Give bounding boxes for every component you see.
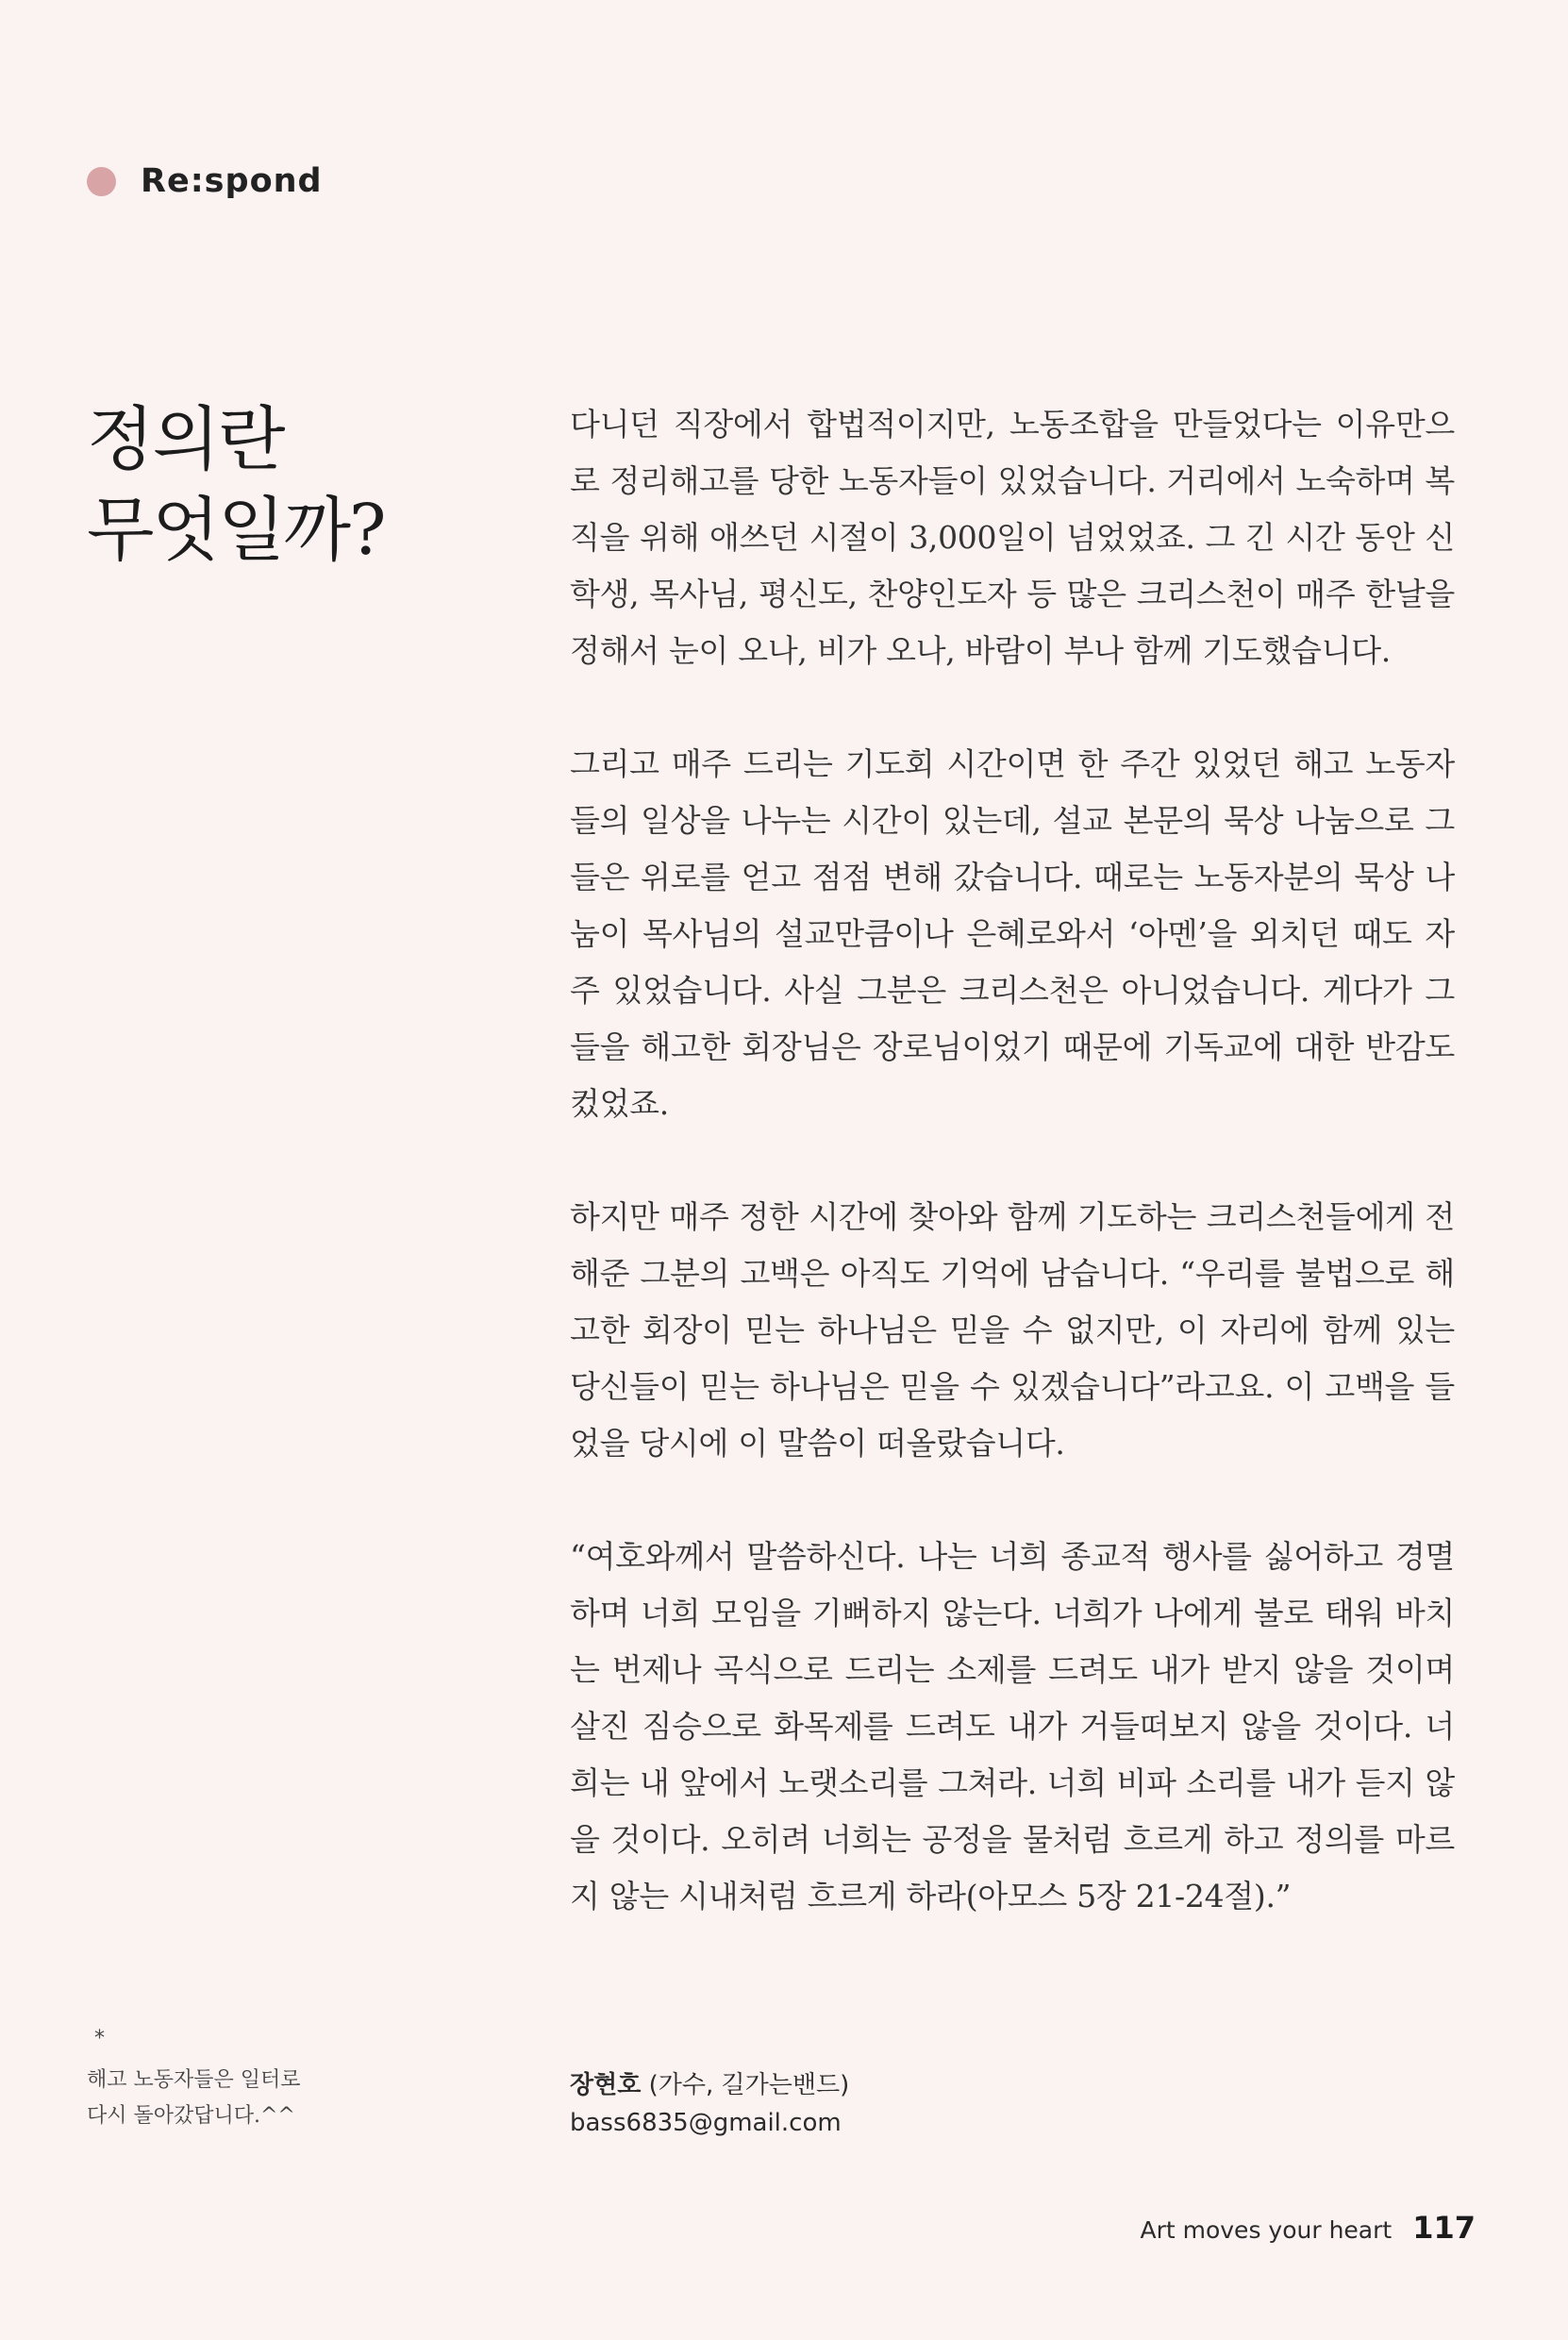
footnote-line-1: 해고 노동자들은 일터로 [87, 2068, 301, 2092]
author-byline [570, 2066, 849, 2104]
footnote-asterisk: * [94, 2027, 105, 2050]
article-paragraph-4: “여호와께서 말씀하신다. 나는 너희 종교적 행사를 싫어하고 경멸하며 너희 모임을 기뻐하지 않는다. 너희가 나에게 불로 태워 바치는 번제나 곡식으로 드리는 소제를 드려도 내가 받지 않을 것이며 살진 짐승으로 화목제를 드려도 내가 거들떠보지 않을 것이다. 너희는 내 앞에서 노랫소리를 그쳐라. 너희 비파 소리를 내가 듣지 않을 것이다. 오히려 너희는 공정을 물처럼 흐르게 하고 정의를 마르지 않는 시내처럼 흐르게 하라(아모스 5장 21-24절).” [570, 1538, 1455, 1914]
footnote-line-2: 다시 돌아갔답니다.^^ [87, 2104, 295, 2128]
article-title [87, 394, 521, 576]
article-paragraph-2: 그리고 매주 드리는 기도회 시간이면 한 주간 있었던 해고 노동자들의 일상을 나누는 시간이 있는데, 설교 본문의 묵상 나눔으로 그들은 위로를 얻고 점점 변해 갔습니다. 때로는 노동자분의 묵상 나눔이 목사님의 설교만큼이나 은혜로와서 ‘아멘’을 외치던 때도 자주 있었습니다. 사실 그분은 크리스천은 아니었습니다. 게다가 그들을 해고한 회장님은 장로님이었기 때문에 기독교에 대한 반감도 컸었죠. [570, 745, 1455, 1122]
section-dot-icon [87, 167, 116, 196]
article-title-line-1: 정의란 [87, 399, 284, 480]
section-label: Re:spond [141, 162, 323, 200]
section-tag [87, 162, 323, 200]
page-footer [1140, 2210, 1476, 2246]
article-title-line-2: 무엇일까? [87, 490, 385, 571]
author-role: (가수, 길가는밴드) [641, 2071, 850, 2099]
footnote [87, 2027, 426, 2134]
article-paragraph-1: 다니던 직장에서 합법적이지만, 노동조합을 만들었다는 이유만으로 정리해고를 당한 노동자들이 있었습니다. 거리에서 노숙하며 복직을 위해 애쓰던 시절이 3,000일이 넘었었죠. 그 긴 시간 동안 신학생, 목사님, 평신도, 찬양인도자 등 많은 크리스천이 매주 한날을 정해서 눈이 오나, 비가 오나, 바람이 부나 함께 기도했습니다. [570, 406, 1455, 669]
article-paragraph-3: 하지만 매주 정한 시간에 찾아와 함께 기도하는 크리스천들에게 전해준 그분의 고백은 아직도 기억에 남습니다. “우리를 불법으로 해고한 회장이 믿는 하나님은 믿을 수 없지만, 이 자리에 함께 있는 당신들이 믿는 하나님은 믿을 수 있겠습니다”라고요. 이 고백을 들었을 당시에 이 말씀이 떠올랐습니다. [570, 1198, 1455, 1462]
page-number: 117 [1412, 2210, 1476, 2246]
footer-tagline: Art moves your heart [1140, 2216, 1393, 2244]
article-body [570, 396, 1455, 1981]
author-email[interactable]: bass6835@gmail.com [570, 2109, 842, 2137]
author-name: 장현호 [570, 2071, 642, 2099]
author-block [570, 2066, 849, 2142]
